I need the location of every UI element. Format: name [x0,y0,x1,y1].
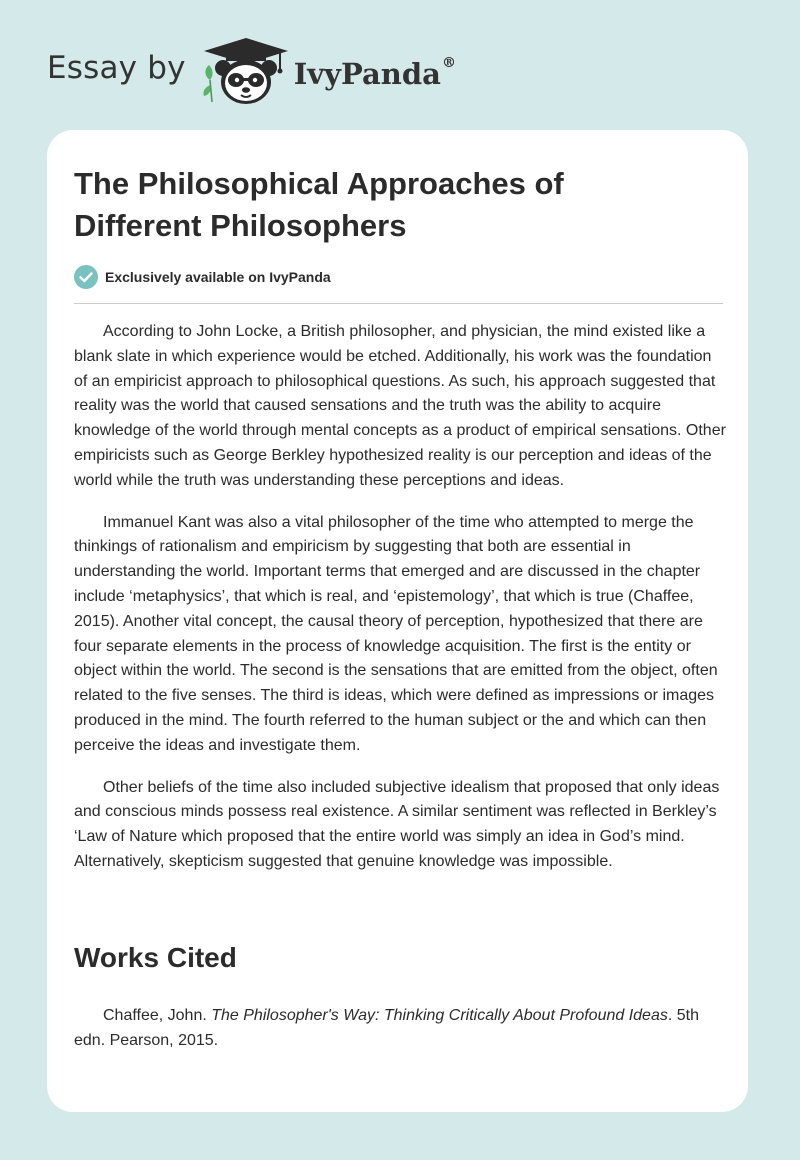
registered-mark: ® [441,55,456,71]
paragraph: According to John Locke, a British philosopher, and physician, the mind existed like a blank slate in which experience would be etched. Additionally, his work was the foundation of an empiricist approach to philosophical questions. As such, his approach suggested that reality was the world that caused sensations and the truth was the ability to acquire knowledge of the world through mental concepts as a product of empirical sensations. Other empiricists such as George Berkley hypothesized reality is our perception and ideas of the world while the truth was understanding these perceptions and ideas. [74,323,726,489]
panda-graduate-logo-icon[interactable] [200,36,292,108]
brand-name[interactable] [294,57,456,91]
essay-card [47,130,748,1112]
citation-book-title: The Philosopher's Way: Thinking Critically About Profound Ideas [211,1007,668,1024]
citation-entry [74,1004,726,1054]
essay-title: The Philosophical Approaches of Different Philosophers [74,166,564,243]
essay-by-label: Essay by [47,50,186,86]
citation-publication: 5th edn. Pearson, 2015. [74,1007,700,1049]
citation-author: Chaffee, John. [103,1007,207,1024]
paragraph: Other beliefs of the time also included subjective idealism that proposed that only ideas and conscious minds possess real existence. A similar sentiment was reflected in Berkley’s ‘Law of Nature which proposed that the entire world was simply an idea in God’s mind. Alternatively, skepticism suggested that genuine knowledge was impossible. [74,778,720,870]
site-header [47,36,456,108]
exclusive-label: Exclusively available on IvyPanda [105,269,331,285]
essay-body [74,320,726,892]
check-circle-icon [74,265,98,289]
paragraph: Immanuel Kant was also a vital philosopher of the time who attempted to merge the thinkings of rationalism and empiricism by suggesting that both are essential in understanding the world. Important terms that emerged and are discussed in the chapter include ‘metaphysics’, that which is real, and ‘epistemology’, that which is true (Chaffee, 2015). Another vital concept, the causal theory of perception, hypothesized that there are four separate elements in the process of knowledge acquisition. The first is the entity or object within the world. The second is the sensations that are emitted from the object, often related to the five senses. The third is ideas, which were defined as impressions or images produced in the mind. The fourth referred to the human subject or the and which can then perceive the ideas and investigate them. [74,513,718,754]
works-cited-heading: Works Cited [74,942,237,973]
divider [74,303,723,304]
exclusive-badge [74,265,331,289]
brand-text: IvyPanda [293,57,441,91]
citation-period: . [667,1007,673,1024]
